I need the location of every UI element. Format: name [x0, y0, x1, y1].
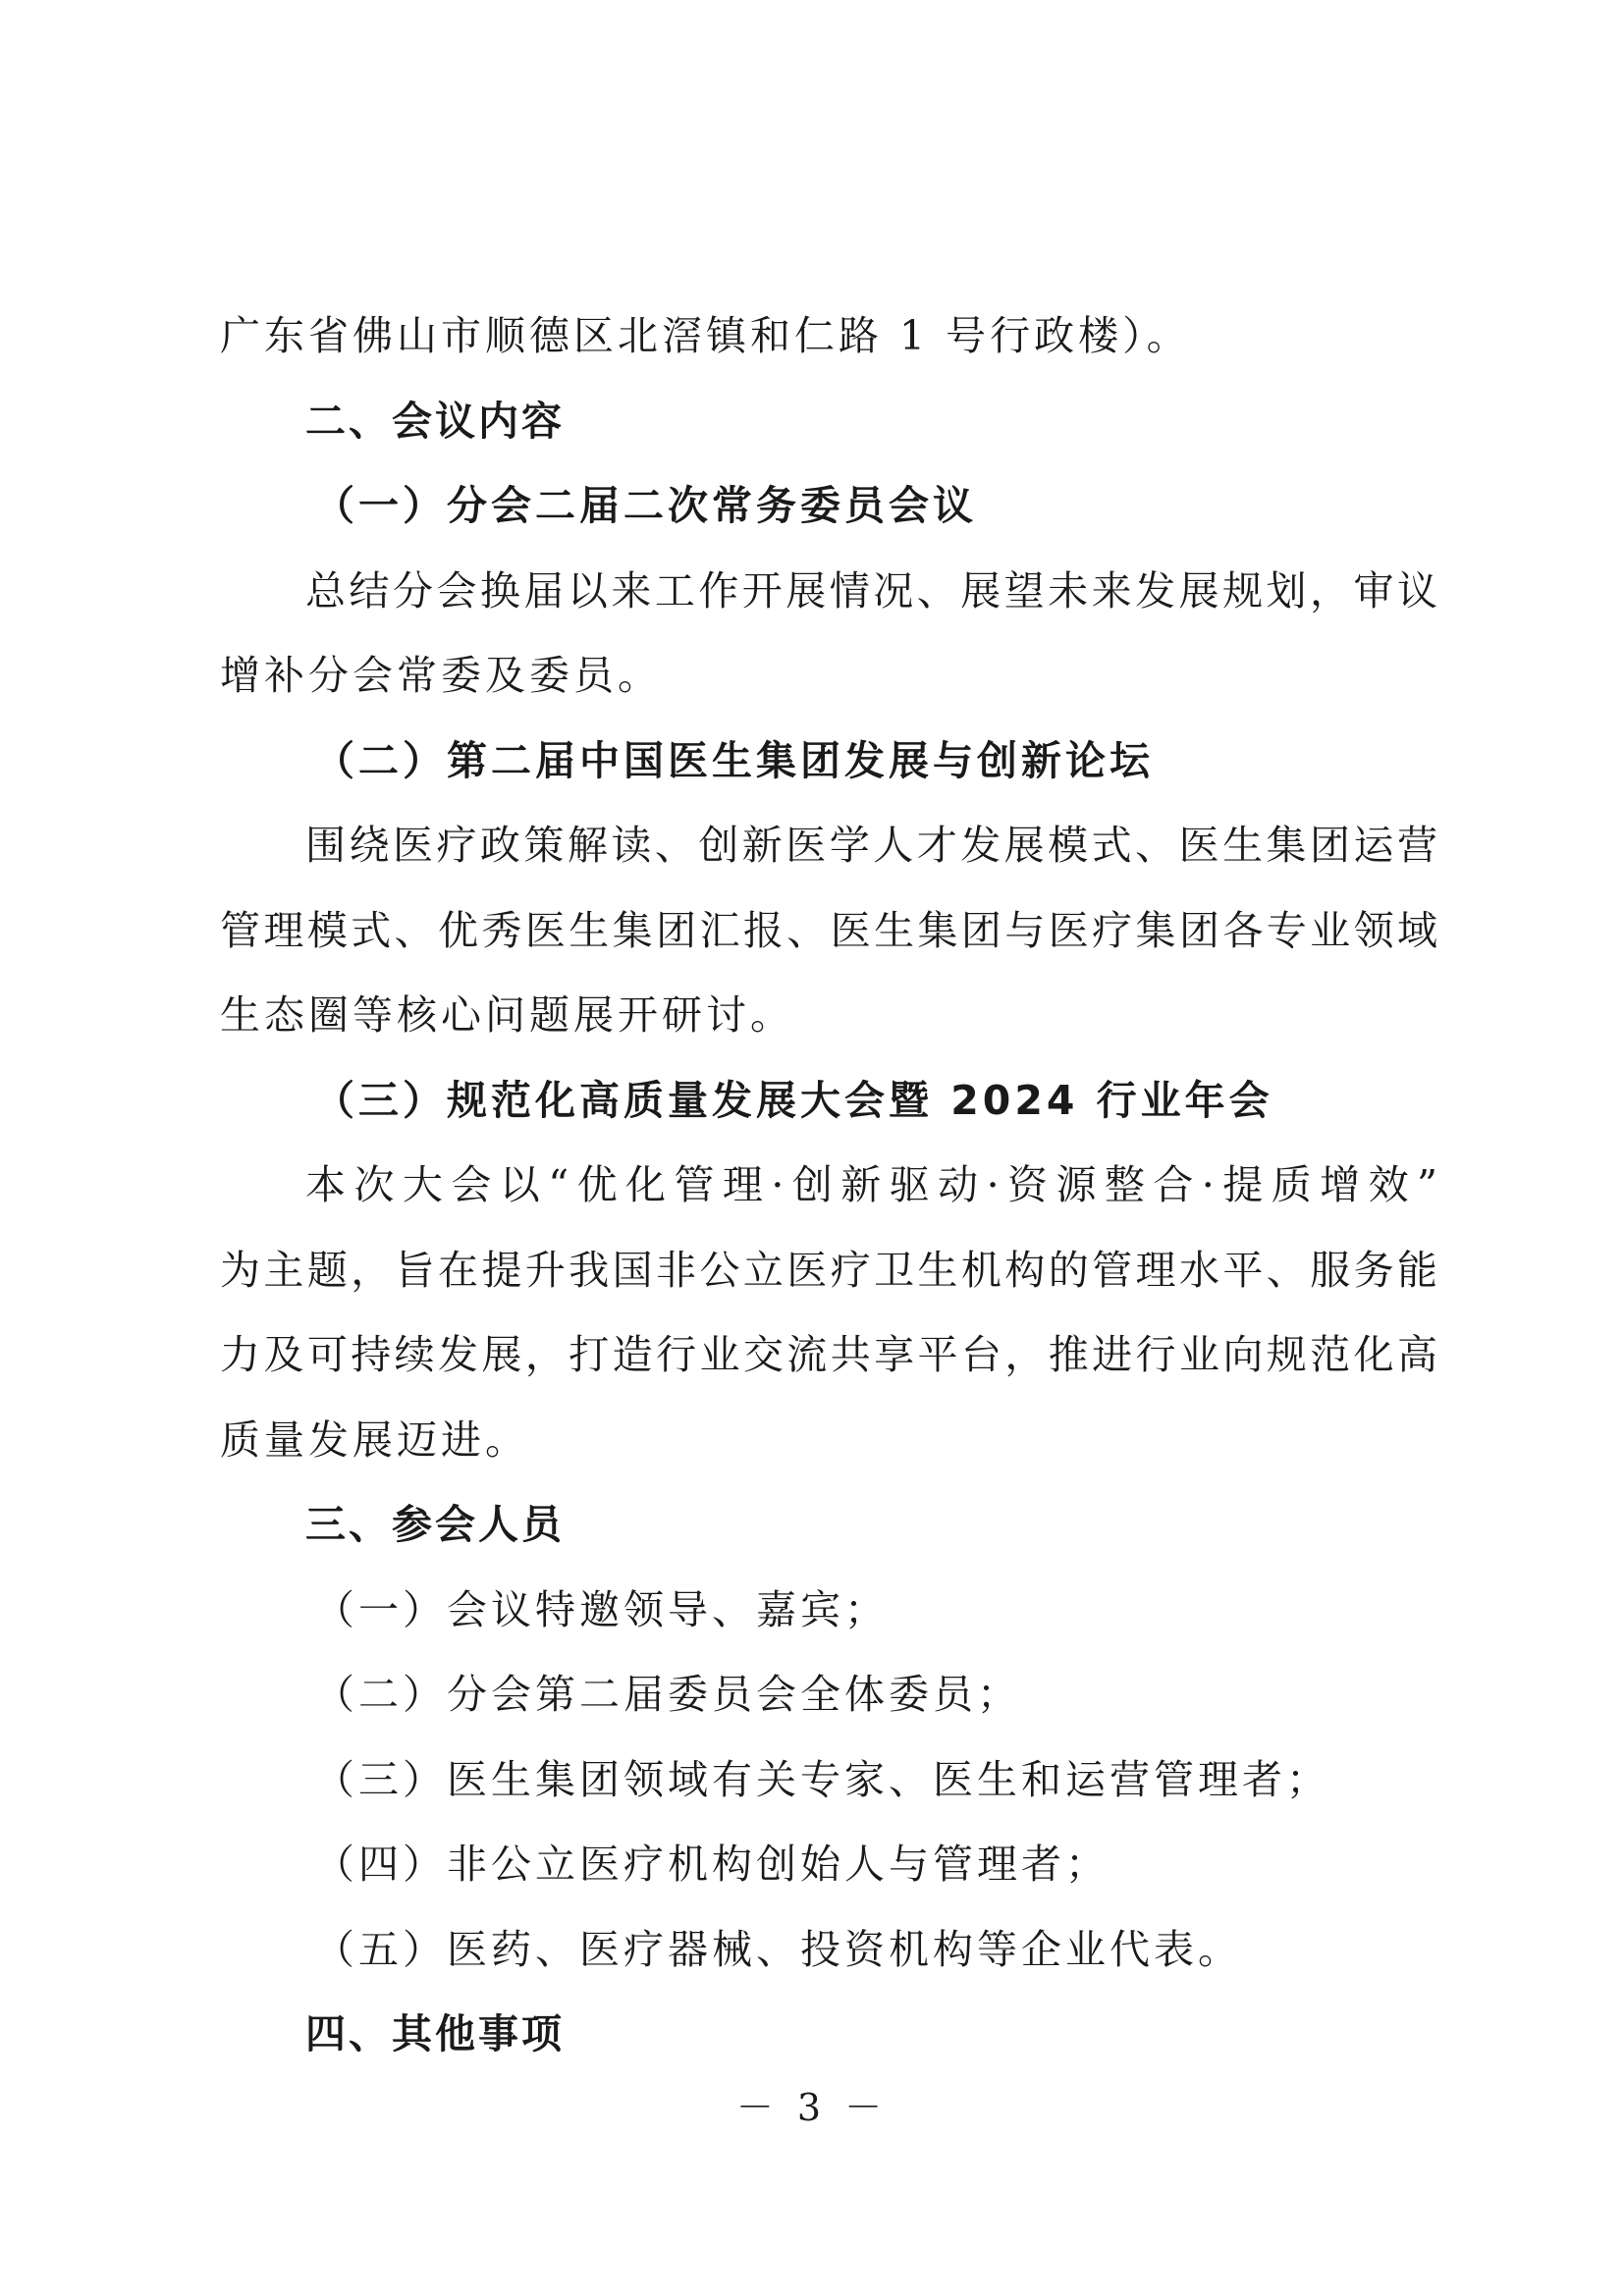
paragraph-line: 质量发展迈进。	[220, 1416, 529, 1464]
list-item: （三）医生集团领域有关专家、医生和运营管理者；	[314, 1756, 1330, 1803]
address-continuation: 广东省佛山市顺德区北滘镇和仁路 1 号行政楼）。	[220, 312, 1191, 359]
paragraph-line: 管理模式、优秀医生集团汇报、医生集团与医疗集团各专业领域	[220, 907, 1437, 954]
list-item: （二）分会第二届委员会全体委员；	[314, 1671, 1021, 1718]
list-item: （一）会议特邀领导、嘉宾；	[314, 1586, 889, 1633]
paragraph-line: 生态圈等核心问题展开研讨。	[220, 991, 794, 1039]
paragraph-line: 为主题，旨在提升我国非公立医疗卫生机构的管理水平、服务能	[220, 1247, 1437, 1294]
subheading-annual-conference: （三）规范化高质量发展大会暨 2024 行业年会	[314, 1077, 1273, 1124]
page-number: － 3 －	[735, 2086, 889, 2129]
paragraph-line: 力及可持续发展，打造行业交流共享平台，推进行业向规范化高	[220, 1331, 1437, 1378]
subheading-standing-committee-meeting: （一）分会二届二次常务委员会议	[314, 482, 977, 529]
paragraph-line: 围绕医疗政策解读、创新医学人才发展模式、医生集团运营	[305, 822, 1437, 869]
paragraph-line: 本次大会以“优化管理·创新驱动·资源整合·提质增效”	[305, 1161, 1437, 1208]
subheading-doctor-group-forum: （二）第二届中国医生集团发展与创新论坛	[314, 737, 1154, 784]
list-item: （四）非公立医疗机构创始人与管理者；	[314, 1841, 1110, 1888]
section-heading-other-matters: 四、其他事项	[305, 2010, 565, 2057]
paragraph-line: 总结分会换届以来工作开展情况、展望未来发展规划，审议	[305, 567, 1437, 614]
paragraph-line: 增补分会常委及委员。	[220, 652, 662, 699]
section-heading-meeting-content: 二、会议内容	[305, 398, 565, 445]
section-heading-participants: 三、参会人员	[305, 1501, 565, 1548]
list-item: （五）医药、医疗器械、投资机构等企业代表。	[314, 1926, 1242, 1973]
